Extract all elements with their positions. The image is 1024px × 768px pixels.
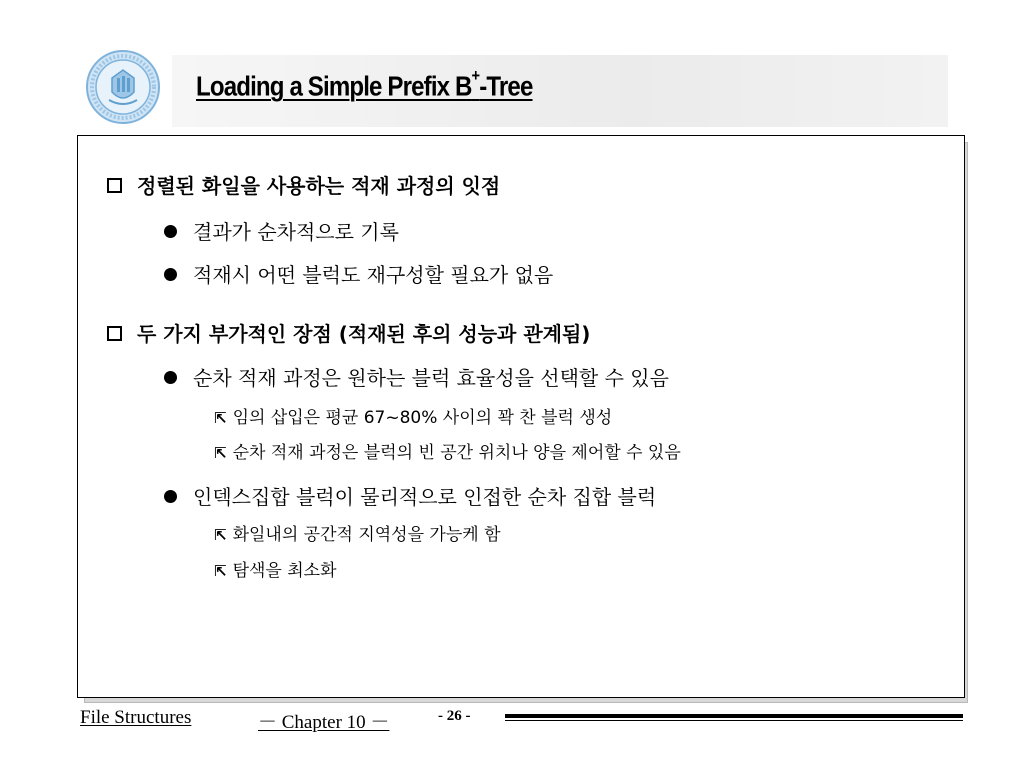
square-outline-bullet-icon bbox=[107, 326, 122, 341]
footer-chapter-label: － Chapter 10 － bbox=[258, 712, 390, 733]
bullet-level2: 적재시 어떤 블럭도 재구성할 필요가 없음 bbox=[164, 259, 553, 288]
slide-title: Loading a Simple Prefix B+-Tree bbox=[196, 66, 533, 102]
bullet-level2: 결과가 순차적으로 기록 bbox=[164, 216, 399, 245]
bullet-level3: ⇱ 화일내의 공간적 지역성을 가능케 함 bbox=[214, 525, 501, 545]
footer-page-number: - 26 - bbox=[438, 708, 471, 724]
university-seal-logo bbox=[85, 48, 161, 126]
filled-circle-bullet-icon bbox=[164, 268, 177, 281]
bullet-level1: 정렬된 화일을 사용하는 적재 과정의 잇점 bbox=[107, 170, 500, 199]
northwest-arrow-bullet-icon: ⇱ bbox=[214, 562, 227, 580]
bullet-level3: ⇱ 탐색을 최소화 bbox=[214, 561, 337, 581]
bullet-level3: ⇱ 순차 적재 과정은 블럭의 빈 공간 위치나 양을 제어할 수 있음 bbox=[214, 443, 681, 463]
footer-rule bbox=[505, 714, 963, 718]
bullet-level2: 인덱스집합 블럭이 물리적으로 인접한 순차 집합 블럭 bbox=[164, 481, 656, 510]
filled-circle-bullet-icon bbox=[164, 225, 177, 238]
northwest-arrow-bullet-icon: ⇱ bbox=[214, 409, 227, 427]
content-box bbox=[77, 135, 965, 698]
northwest-arrow-bullet-icon: ⇱ bbox=[214, 444, 227, 462]
bullet-level3: ⇱ 임의 삽입은 평균 67~80% 사이의 꽉 찬 블럭 생성 bbox=[214, 408, 613, 428]
bullet-level2: 순차 적재 과정은 원하는 블럭 효율성을 선택할 수 있음 bbox=[164, 362, 669, 391]
bullet-level1: 두 가지 부가적인 장점 (적재된 후의 성능과 관계됨) bbox=[107, 318, 590, 347]
filled-circle-bullet-icon bbox=[164, 371, 177, 384]
filled-circle-bullet-icon bbox=[164, 490, 177, 503]
square-outline-bullet-icon bbox=[107, 178, 122, 193]
footer-course-title: File Structures bbox=[80, 707, 192, 728]
northwest-arrow-bullet-icon: ⇱ bbox=[214, 526, 227, 544]
footer-rule-thin bbox=[505, 720, 963, 721]
